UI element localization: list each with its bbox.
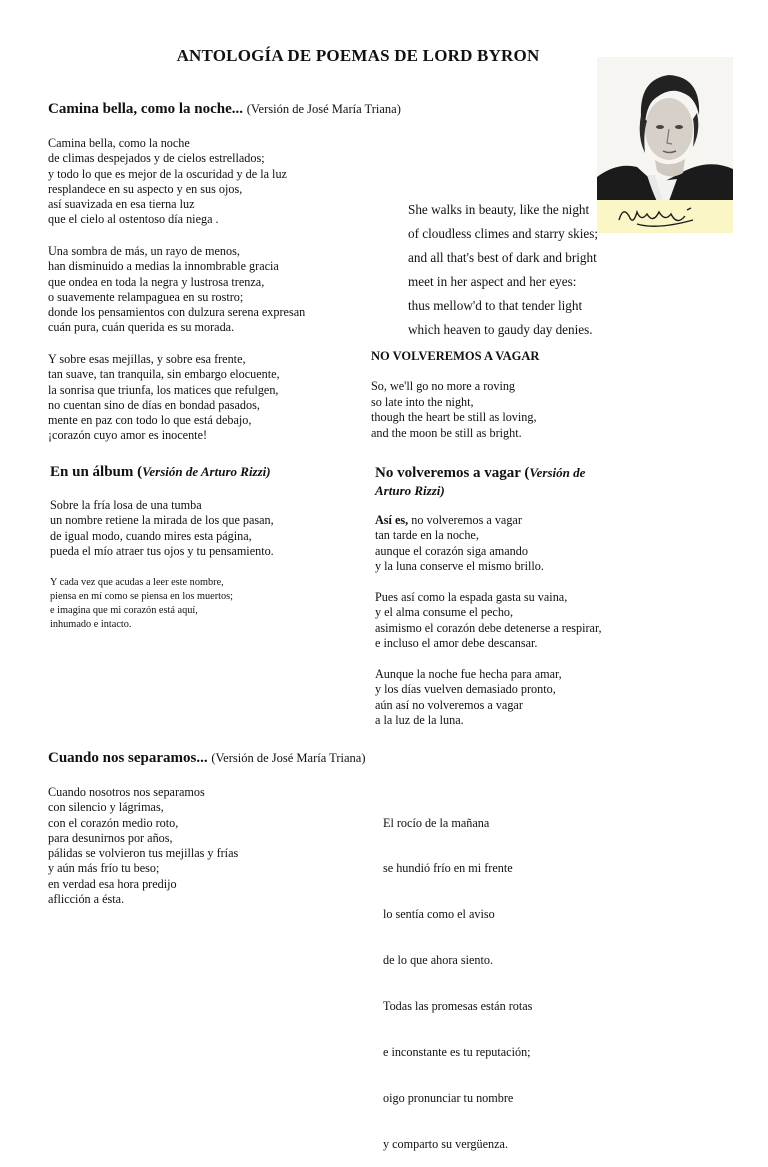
verse-line: resplandece en su aspecto y en sus ojos, [48, 181, 243, 196]
verse-line: cuán pura, cuán querida es su morada. [48, 320, 235, 335]
verse-line: Y sobre esas mejillas, y sobre esa frente, [48, 352, 246, 366]
verse-line: asimismo el corazón debe detenerse a respirar, [375, 620, 602, 635]
poem4-stanza-2 [375, 590, 602, 651]
poem2-heading: NO VOLVEREMOS A VAGAR [371, 349, 540, 363]
verse-line: aún así no volveremos a vagar [375, 697, 523, 712]
poem4-version-2: Arturo Rizzi) [375, 483, 445, 498]
poem1-stanza-3 [48, 352, 280, 444]
verse-line: y comparto su vergüenza. [383, 1136, 508, 1151]
verse-line: Sobre la fría losa de una tumba [50, 498, 202, 512]
verse-line: Cuando nosotros nos separamos [48, 785, 205, 799]
poem4-paren: ( [524, 465, 530, 481]
poem3-title: En un álbum [50, 464, 134, 480]
verse-line: Y cada vez que acudas a leer este nombre, [50, 577, 224, 588]
verse-line: donde los pensamientos con dulzura serena expresan [48, 305, 306, 320]
verse-line: que ondea en toda la negra y lustrosa trenza, [48, 274, 265, 289]
poem4-version-1: Versión de [529, 465, 586, 480]
verse-line: o suavemente relampaguea en su rostro; [48, 289, 244, 304]
verse-line: pálidas se volvieron tus mejillas y frías [48, 846, 239, 861]
verse-line: pueda el mío atraer tus ojos y tu pensamiento. [50, 543, 274, 558]
poem5-title: Cuando nos separamos... [48, 750, 208, 766]
verse-line: of cloudless climes and starry skies; [408, 226, 599, 241]
verse-line: para desunirnos por años, [48, 830, 173, 845]
poem4-heading [375, 464, 585, 500]
verse-line: mente en paz con todo lo que está debajo, [48, 413, 252, 428]
signature [597, 200, 733, 233]
verse-line: piensa en mí como se piensa en los muertos; [50, 591, 234, 602]
verse-line: y los días vuelven demasiado pronto, [375, 682, 556, 697]
verse-line: lo sentía como el aviso [383, 907, 495, 922]
verse-line: Pues así como la espada gasta su vaina, [375, 590, 568, 604]
poem1-english [408, 198, 598, 342]
poem3-stanza-1 [50, 498, 274, 559]
poem3-version: Versión de Arturo Rizzi) [142, 464, 271, 479]
poem4-stanza-3 [375, 667, 562, 728]
verse-line: Una sombra de más, un rayo de menos, [48, 244, 240, 258]
verse-line: e incluso el amor debe descansar. [375, 635, 538, 650]
poem4-stanza-1 [375, 513, 544, 574]
poem3-paren: ( [137, 464, 143, 480]
verse-line: un nombre retiene la mirada de los que pasan, [50, 513, 274, 528]
verse-line: y el alma consume el pecho, [375, 605, 514, 620]
poem3-heading [50, 464, 271, 481]
poem3-stanza-2 [50, 576, 233, 632]
verse-line: en verdad esa hora predijo [48, 876, 177, 891]
verse-line: meet in her aspect and her eyes: [408, 274, 577, 289]
page-title: ANTOLOGÍA DE POEMAS DE LORD BYRON [176, 46, 540, 65]
verse-text: no volveremos a vagar [408, 513, 522, 527]
verse-line: so late into the night, [371, 394, 474, 409]
verse-line: tan tarde en la noche, [375, 528, 479, 543]
poem5-left-column [48, 785, 238, 907]
verse-line: tan suave, tan tranquila, sin embargo elocuente, [48, 367, 280, 382]
verse-line: se hundió frío en mi frente [383, 861, 513, 876]
verse-line: de lo que ahora siento. [383, 953, 493, 968]
verse-line: así suavizada en esa tierna luz [48, 197, 195, 212]
poem2-english [371, 379, 537, 441]
verse-line: though the heart be still as loving, [371, 410, 537, 424]
poem5-right-column [383, 785, 532, 1167]
verse-line: que el cielo al ostentoso día niega . [48, 212, 219, 227]
verse-line: inhumado e intacto. [50, 619, 132, 630]
verse-line: e imagina que mi corazón está aquí, [50, 605, 198, 616]
poem1-title: Camina bella, como la noche... [48, 101, 243, 117]
verse-line: ¡corazón cuyo amor es inocente! [48, 428, 208, 443]
verse-line: no cuentan sino de días en bondad pasados, [48, 397, 260, 412]
verse-line: de igual modo, cuando mires esta página, [50, 528, 252, 543]
poem5-heading [48, 750, 366, 767]
verse-line: con silencio y lágrimas, [48, 800, 164, 815]
poem1-stanza-2 [48, 244, 305, 336]
verse-line: y aún más frío tu beso; [48, 861, 160, 876]
poem5-version: (Versión de José María Triana) [211, 751, 366, 765]
verse-line: and the moon be still as bright. [371, 425, 522, 440]
verse-line: aflicción a ésta. [48, 892, 125, 907]
verse-line: a la luz de la luna. [375, 712, 464, 727]
verse-line: oigo pronunciar tu nombre [383, 1090, 514, 1105]
verse-line: So, we'll go no more a roving [371, 379, 516, 393]
verse-line: han disminuido a medias la innombrable gracia [48, 259, 279, 274]
verse-line: e inconstante es tu reputación; [383, 1045, 531, 1060]
verse-line: Aunque la noche fue hecha para amar, [375, 667, 562, 681]
verse-line: and all that's best of dark and bright [408, 250, 597, 265]
poem1-version: (Versión de José María Triana) [246, 102, 401, 116]
verse-line: Camina bella, como la noche [48, 136, 190, 150]
poem4-title: No volveremos a vagar [375, 465, 521, 481]
poem1-stanza-1 [48, 136, 287, 228]
verse-line: y la luna conserve el mismo brillo. [375, 558, 544, 573]
verse-line: y todo lo que es mejor de la oscuridad y de la luz [48, 166, 287, 181]
poem1-heading [48, 101, 401, 118]
verse-line: con el corazón medio roto, [48, 815, 179, 830]
verse-line: aunque el corazón siga amando [375, 543, 528, 558]
verse-line: Todas las promesas están rotas [383, 999, 533, 1014]
verse-line: She walks in beauty, like the night [408, 202, 590, 217]
verse-line: la sonrisa que triunfa, los matices que refulgen, [48, 382, 279, 397]
verse-line: de climas despejados y de cielos estrellados; [48, 151, 265, 166]
emphasis: Así es, [375, 513, 409, 527]
verse-line [375, 513, 544, 528]
verse-line: El rocío de la mañana [383, 815, 490, 830]
verse-line: thus mellow'd to that tender light [408, 298, 583, 313]
verse-line: which heaven to gaudy day denies. [408, 322, 593, 337]
